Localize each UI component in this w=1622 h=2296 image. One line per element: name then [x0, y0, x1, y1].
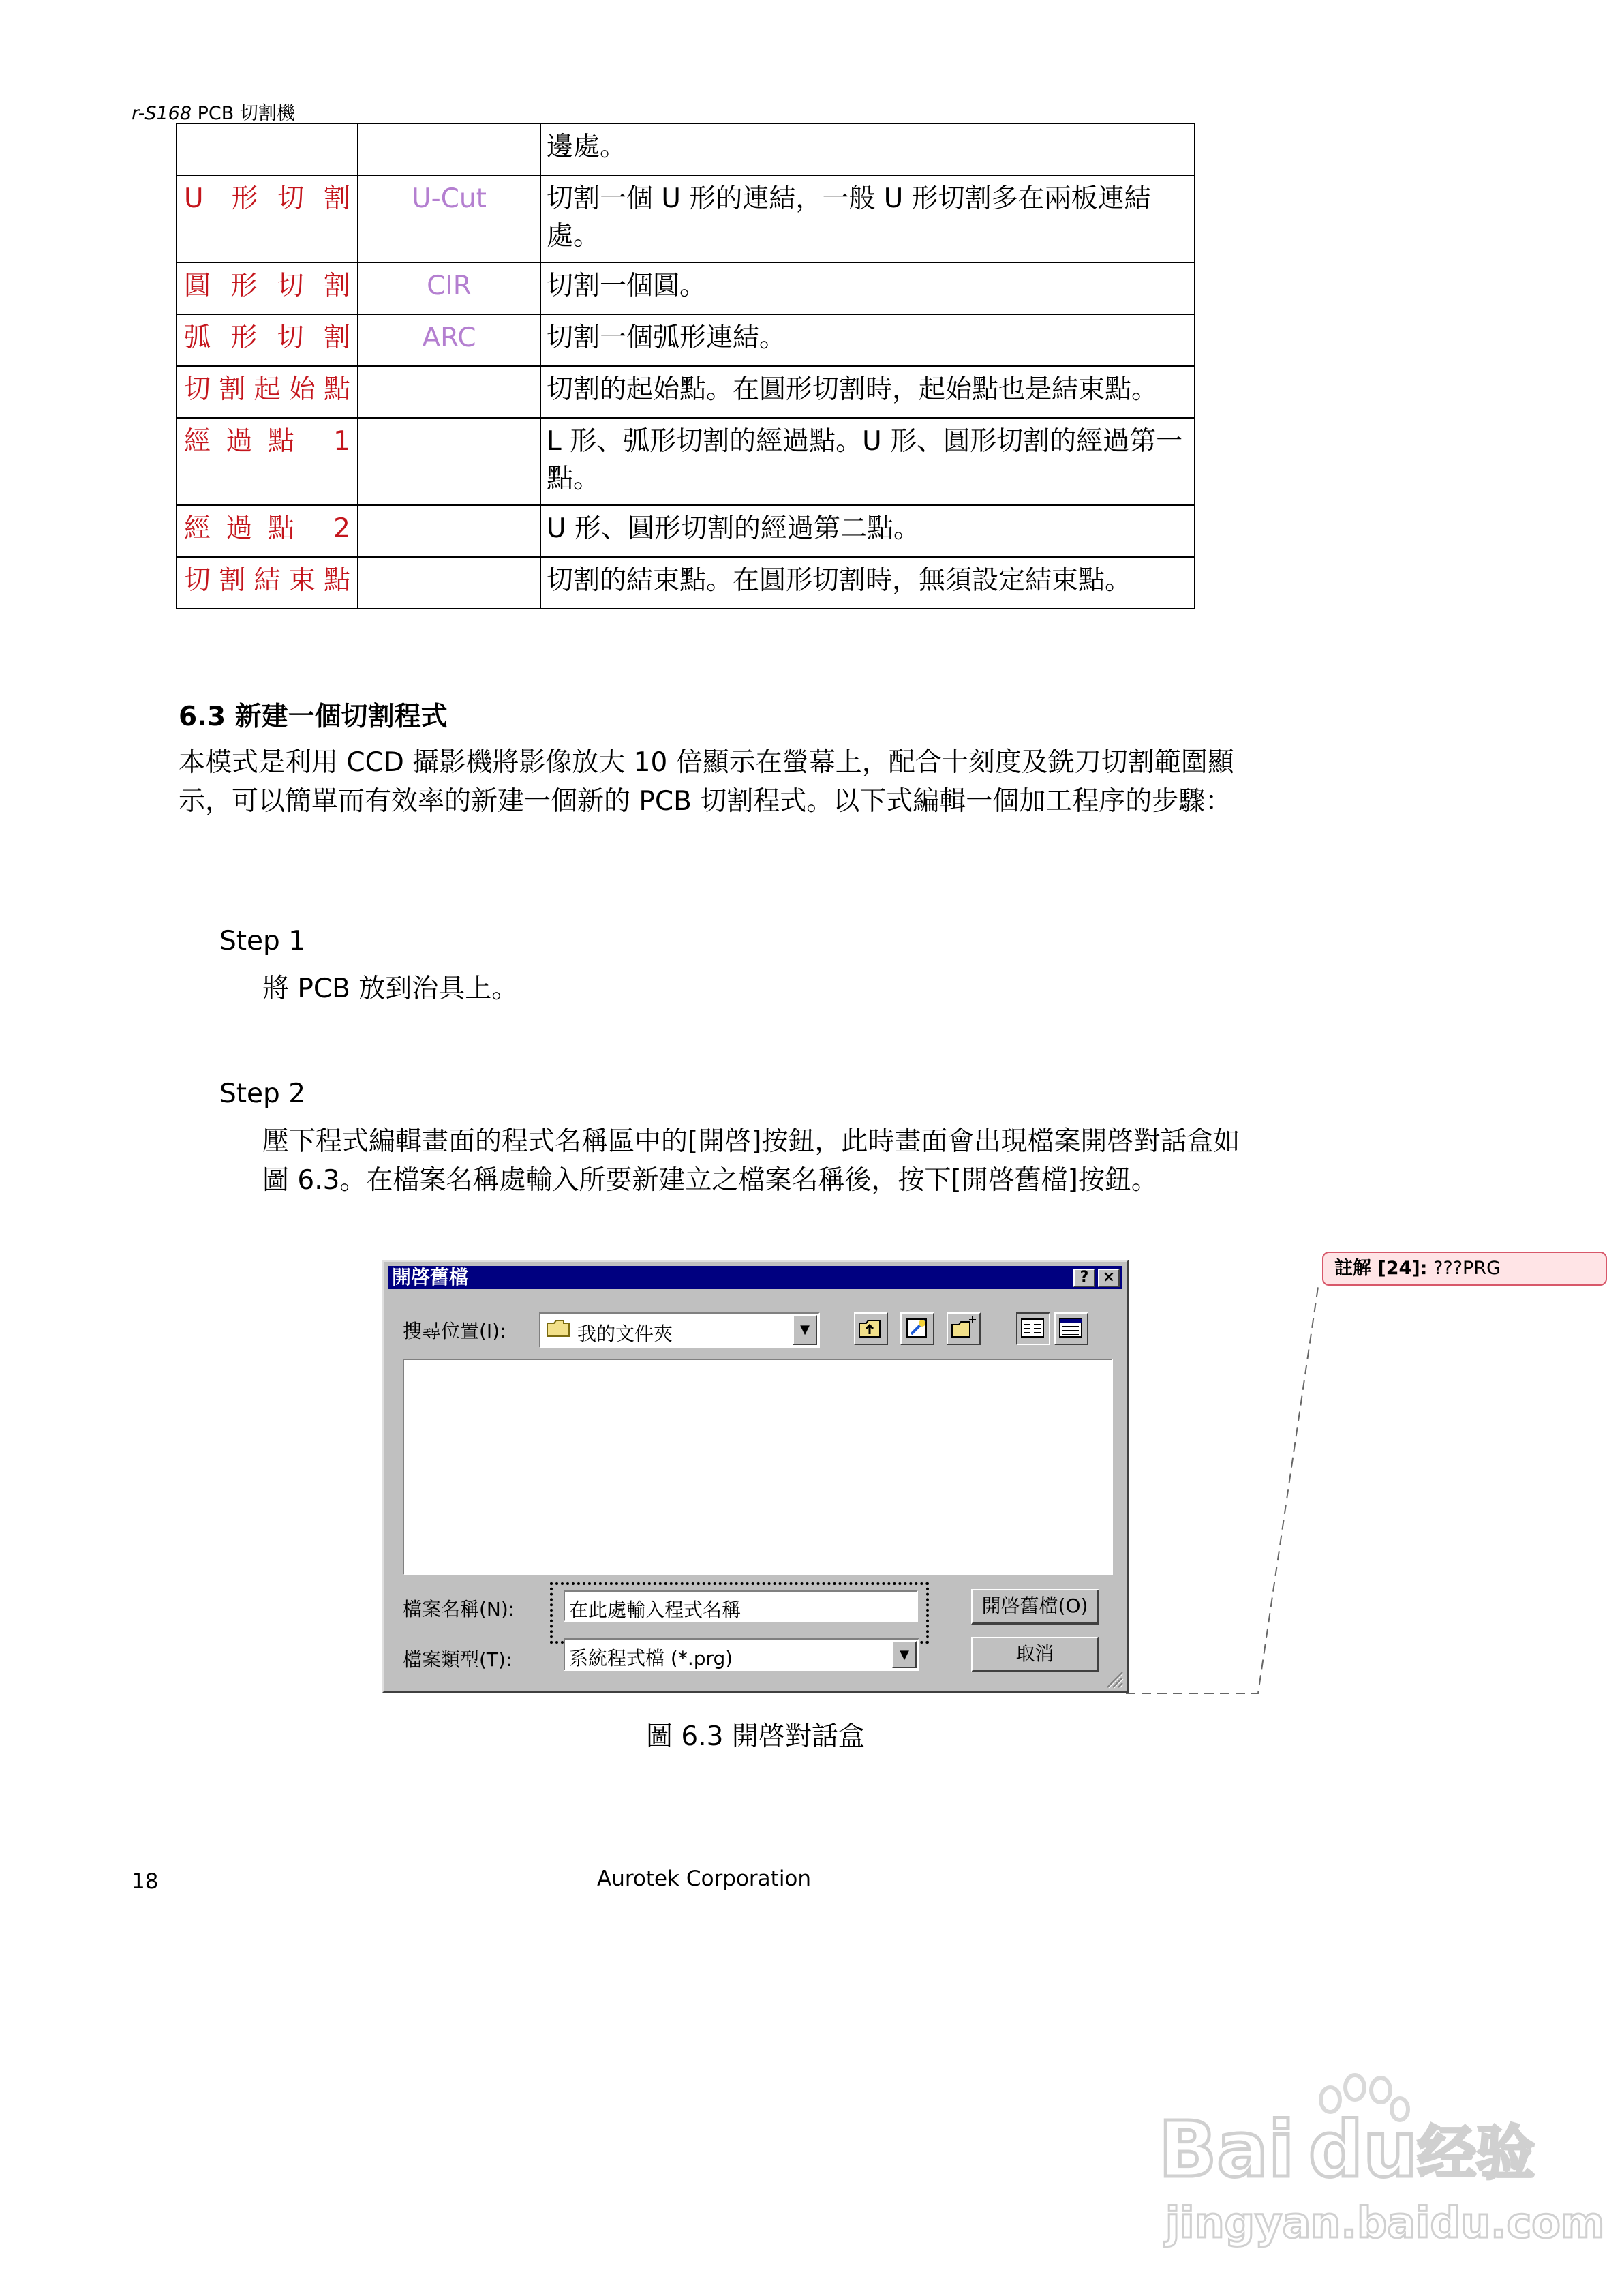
cut-desc-cell: 切割一個圓。 — [540, 262, 1195, 314]
comment-label: 註解 [24]: — [1334, 1258, 1428, 1279]
svg-text:经验: 经验 — [1418, 2119, 1535, 2188]
cut-code-cell — [358, 557, 540, 609]
details-view-icon — [1056, 1314, 1087, 1344]
look-in-value: 我的文件夾 — [577, 1323, 673, 1345]
look-in-combo[interactable] — [539, 1312, 820, 1348]
cut-code-cell — [358, 505, 540, 557]
cut-name-cell: 經過點 2 — [177, 505, 358, 557]
cut-name-cell — [177, 123, 358, 175]
details-view-button[interactable] — [1054, 1312, 1088, 1345]
table-row — [177, 366, 1195, 418]
comment-text: ???PRG — [1427, 1258, 1501, 1279]
dialog-title-bar — [388, 1266, 1122, 1289]
close-button[interactable]: × — [1098, 1269, 1120, 1287]
cut-code-cell: U-Cut — [358, 175, 540, 262]
model-name: r-S168 — [132, 103, 192, 124]
cut-code-cell: CIR — [358, 262, 540, 314]
cut-name-cell: 圓形切割 — [177, 262, 358, 314]
step-1-label: Step 1 — [219, 926, 306, 956]
desktop-button[interactable] — [900, 1312, 934, 1345]
cut-desc-cell: 切割一個 U 形的連結，一般 U 形切割多在兩板連結處。 — [540, 175, 1195, 262]
open-button[interactable]: 開啓舊檔(O) — [971, 1589, 1099, 1625]
table-row — [177, 262, 1195, 314]
svg-text:du: du — [1309, 2106, 1418, 2194]
filetype-label: 檔案類型(T): — [403, 1648, 512, 1671]
cut-type-table — [176, 123, 1195, 609]
folder-icon — [546, 1318, 570, 1338]
table-row — [177, 505, 1195, 557]
table-row — [177, 314, 1195, 366]
footer-company: Aurotek Corporation — [597, 1867, 812, 1891]
cut-desc-cell: U 形、圓形切割的經過第二點。 — [540, 505, 1195, 557]
file-list-area[interactable] — [403, 1359, 1113, 1575]
filetype-combo[interactable] — [564, 1638, 919, 1671]
cut-name-cell: 切割起始點 — [177, 366, 358, 418]
chevron-down-icon[interactable]: ▼ — [892, 1641, 917, 1668]
cut-name-cell: 經過點 1 — [177, 418, 358, 505]
cut-desc-cell: 切割的起始點。在圓形切割時，起始點也是結束點。 — [540, 366, 1195, 418]
cut-desc-cell: L 形、弧形切割的經過點。U 形、圓形切割的經過第一點。 — [540, 418, 1195, 505]
cancel-button[interactable]: 取消 — [971, 1637, 1099, 1672]
table-row — [177, 418, 1195, 505]
help-button[interactable]: ? — [1073, 1269, 1095, 1287]
cut-code-cell — [358, 418, 540, 505]
table-row — [177, 123, 1195, 175]
filetype-value: 系統程式檔 (*.prg) — [569, 1647, 733, 1670]
desktop-icon — [902, 1314, 933, 1344]
comment-connector — [1124, 1282, 1329, 1704]
cut-desc-cell: 切割的結束點。在圓形切割時，無須設定結束點。 — [540, 557, 1195, 609]
cut-desc-cell: 切割一個弧形連結。 — [540, 314, 1195, 366]
step-2-text: 壓下程式編輯畫面的程式名稱區中的[開啓]按鈕，此時畫面會出現檔案開啓對話盒如圖 6.3。在檔案名稱處輸入所要新建立之檔案名稱後，按下[開啓舊檔]按鈕。 — [262, 1126, 1240, 1196]
running-header — [132, 98, 295, 125]
table-row — [177, 175, 1195, 262]
cut-name-cell: 弧形切割 — [177, 314, 358, 366]
page-number: 18 — [132, 1869, 159, 1894]
up-folder-icon — [855, 1314, 887, 1344]
chevron-down-icon[interactable]: ▼ — [793, 1315, 817, 1345]
filename-input-text: 在此處輸入程式名稱 — [569, 1599, 741, 1621]
table-row — [177, 557, 1195, 609]
open-file-dialog — [382, 1260, 1129, 1693]
new-folder-icon — [948, 1314, 979, 1344]
intro-paragraph: 本模式是利用 CCD 攝影機將影像放大 10 倍顯示在螢幕上，配合十刻度及銑刀切割範圍顯示，可以簡單而有效率的新建一個新的 PCB 切割程式。以下式編輯一個加工程序的步驟： — [179, 747, 1234, 817]
cut-code-cell — [358, 123, 540, 175]
cut-name-cell: 切割結束點 — [177, 557, 358, 609]
step-1-text: 將 PCB 放到治具上。 — [262, 973, 519, 1004]
filename-input[interactable] — [564, 1590, 918, 1622]
section-heading: 6.3 新建一個切割程式 — [179, 701, 448, 732]
svg-text:Bai: Bai — [1159, 2106, 1295, 2194]
new-folder-button[interactable] — [947, 1312, 981, 1345]
look-in-label: 搜尋位置(I): — [403, 1320, 506, 1342]
header-title: PCB 切割機 — [192, 103, 295, 124]
cut-name-cell: U 形切割 — [177, 175, 358, 262]
cut-code-cell — [358, 366, 540, 418]
filename-label: 檔案名稱(N): — [403, 1598, 515, 1620]
baidu-watermark-logo — [1152, 2052, 1605, 2256]
comment-balloon[interactable] — [1322, 1252, 1607, 1286]
svg-text:jingyan.baidu.com: jingyan.baidu.com — [1165, 2198, 1605, 2248]
resize-grip-icon[interactable] — [1103, 1668, 1124, 1689]
step-2-label: Step 2 — [219, 1078, 306, 1109]
dialog-title: 開啓舊檔 — [392, 1266, 469, 1288]
cut-code-cell: ARC — [358, 314, 540, 366]
list-view-icon — [1017, 1314, 1049, 1344]
list-view-button[interactable] — [1016, 1312, 1050, 1345]
up-folder-button[interactable] — [854, 1312, 888, 1345]
figure-caption: 圖 6.3 開啓對話盒 — [646, 1721, 865, 1752]
cut-desc-cell: 邊處。 — [540, 123, 1195, 175]
